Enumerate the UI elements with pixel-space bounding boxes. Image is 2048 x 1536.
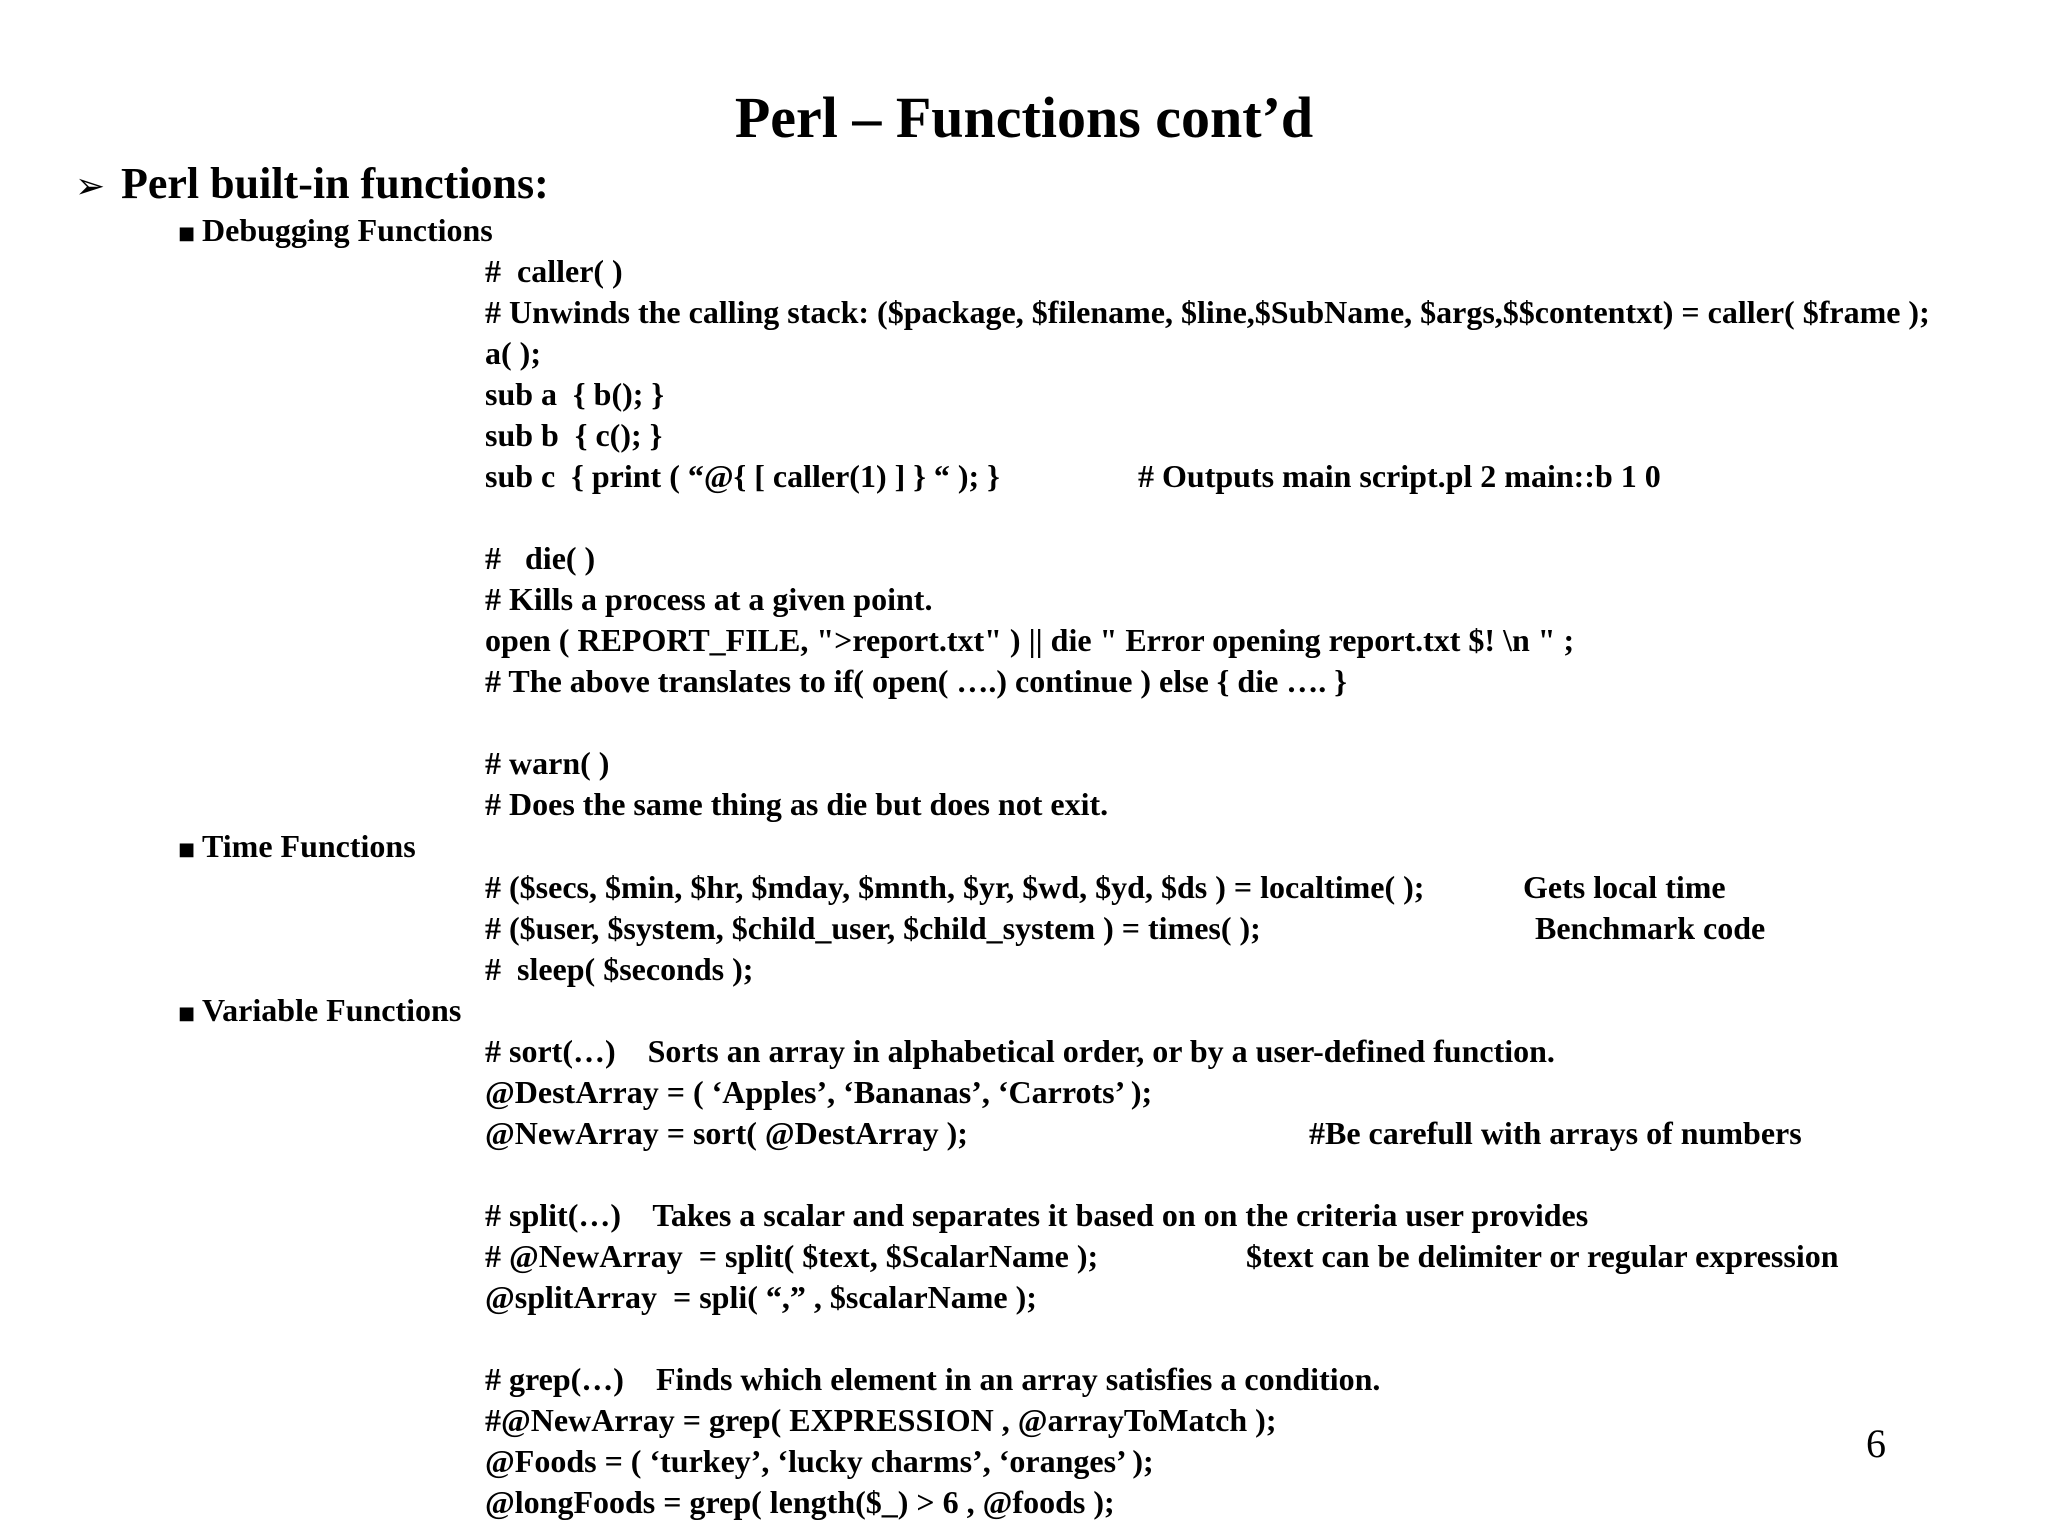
section-variable — [178, 990, 461, 1034]
section-label: Variable Functions — [202, 992, 462, 1028]
main-bullet — [75, 156, 549, 215]
code-line: open ( REPORT_FILE, ">report.txt" ) || die " Error opening report.txt $! \n " ; — [485, 622, 1575, 658]
code-line: @DestArray = ( ‘Apples’, ‘Bananas’, ‘Carrots’ ); — [485, 1074, 1153, 1110]
section-time — [178, 826, 416, 870]
section-label: Debugging Functions — [202, 212, 493, 248]
code-line: @NewArray = sort( @DestArray ); — [485, 1115, 968, 1151]
code-line: # Kills a process at a given point. — [485, 581, 933, 617]
code-line: # The above translates to if( open( ….) continue ) else { die …. } — [485, 663, 1347, 699]
code-line: # sleep( $seconds ); — [485, 951, 754, 987]
code-line: @splitArray = spli( “,” , $scalarName ); — [485, 1279, 1037, 1315]
code-line: # split(…) Takes a scalar and separates it based on on the criteria user provides — [485, 1197, 1589, 1233]
code-line: a( ); — [485, 335, 541, 371]
page-number: 6 — [1866, 1421, 1886, 1466]
section-label: Time Functions — [202, 828, 416, 864]
main-bullet-text: Perl built-in functions: — [121, 159, 549, 208]
code-line: # Unwinds the calling stack: ($package, $filename, $line,$SubName, $args,$$contentxt) = caller( $frame ); — [485, 294, 1930, 330]
code-line: # sort(…) Sorts an array in alphabetical order, or by a user-defined function. — [485, 1033, 1555, 1069]
code-line: sub a { b(); } — [485, 376, 665, 412]
code-line: #@NewArray = grep( EXPRESSION , @arrayToMatch ); — [485, 1402, 1277, 1438]
code-line: # warn( ) — [485, 745, 610, 781]
section-debugging — [178, 210, 493, 254]
code-line: @longFoods = grep( length($_) > 6 , @foods ); — [485, 1484, 1115, 1520]
code-comment: #Be carefull with arrays of numbers — [1309, 1115, 1802, 1151]
code-line: # ($secs, $min, $hr, $mday, $mnth, $yr, $wd, $yd, $ds ) = localtime( ); — [485, 869, 1425, 905]
code-line: # @NewArray = split( $text, $ScalarName ); — [485, 1238, 1099, 1274]
code-line: # grep(…) Finds which element in an array satisfies a condition. — [485, 1361, 1381, 1397]
code-comment: Gets local time — [1523, 869, 1726, 905]
code-line: # Does the same thing as die but does not exit. — [485, 786, 1109, 822]
code-comment: $text can be delimiter or regular expression — [1246, 1238, 1839, 1274]
square-bullet-icon: ■ — [178, 1002, 196, 1024]
code-line: sub c { print ( “@{ [ caller(1) ] } “ ); } — [485, 458, 1000, 494]
slide-title: Perl – Functions cont’d — [734, 85, 1314, 150]
code-comment: # Outputs main script.pl 2 main::b 1 0 — [1138, 458, 1661, 494]
code-line: # die( ) — [485, 540, 596, 576]
code-line: # ($user, $system, $child_user, $child_system ) = times( ); — [485, 910, 1261, 946]
code-comment: Benchmark code — [1535, 910, 1766, 946]
arrow-bullet-icon: ➢ — [75, 166, 106, 207]
code-line: @Foods = ( ‘turkey’, ‘lucky charms’, ‘oranges’ ); — [485, 1443, 1154, 1479]
square-bullet-icon: ■ — [178, 222, 196, 244]
code-line: sub b { c(); } — [485, 417, 663, 453]
code-line: # caller( ) — [485, 253, 623, 289]
square-bullet-icon: ■ — [178, 838, 196, 860]
